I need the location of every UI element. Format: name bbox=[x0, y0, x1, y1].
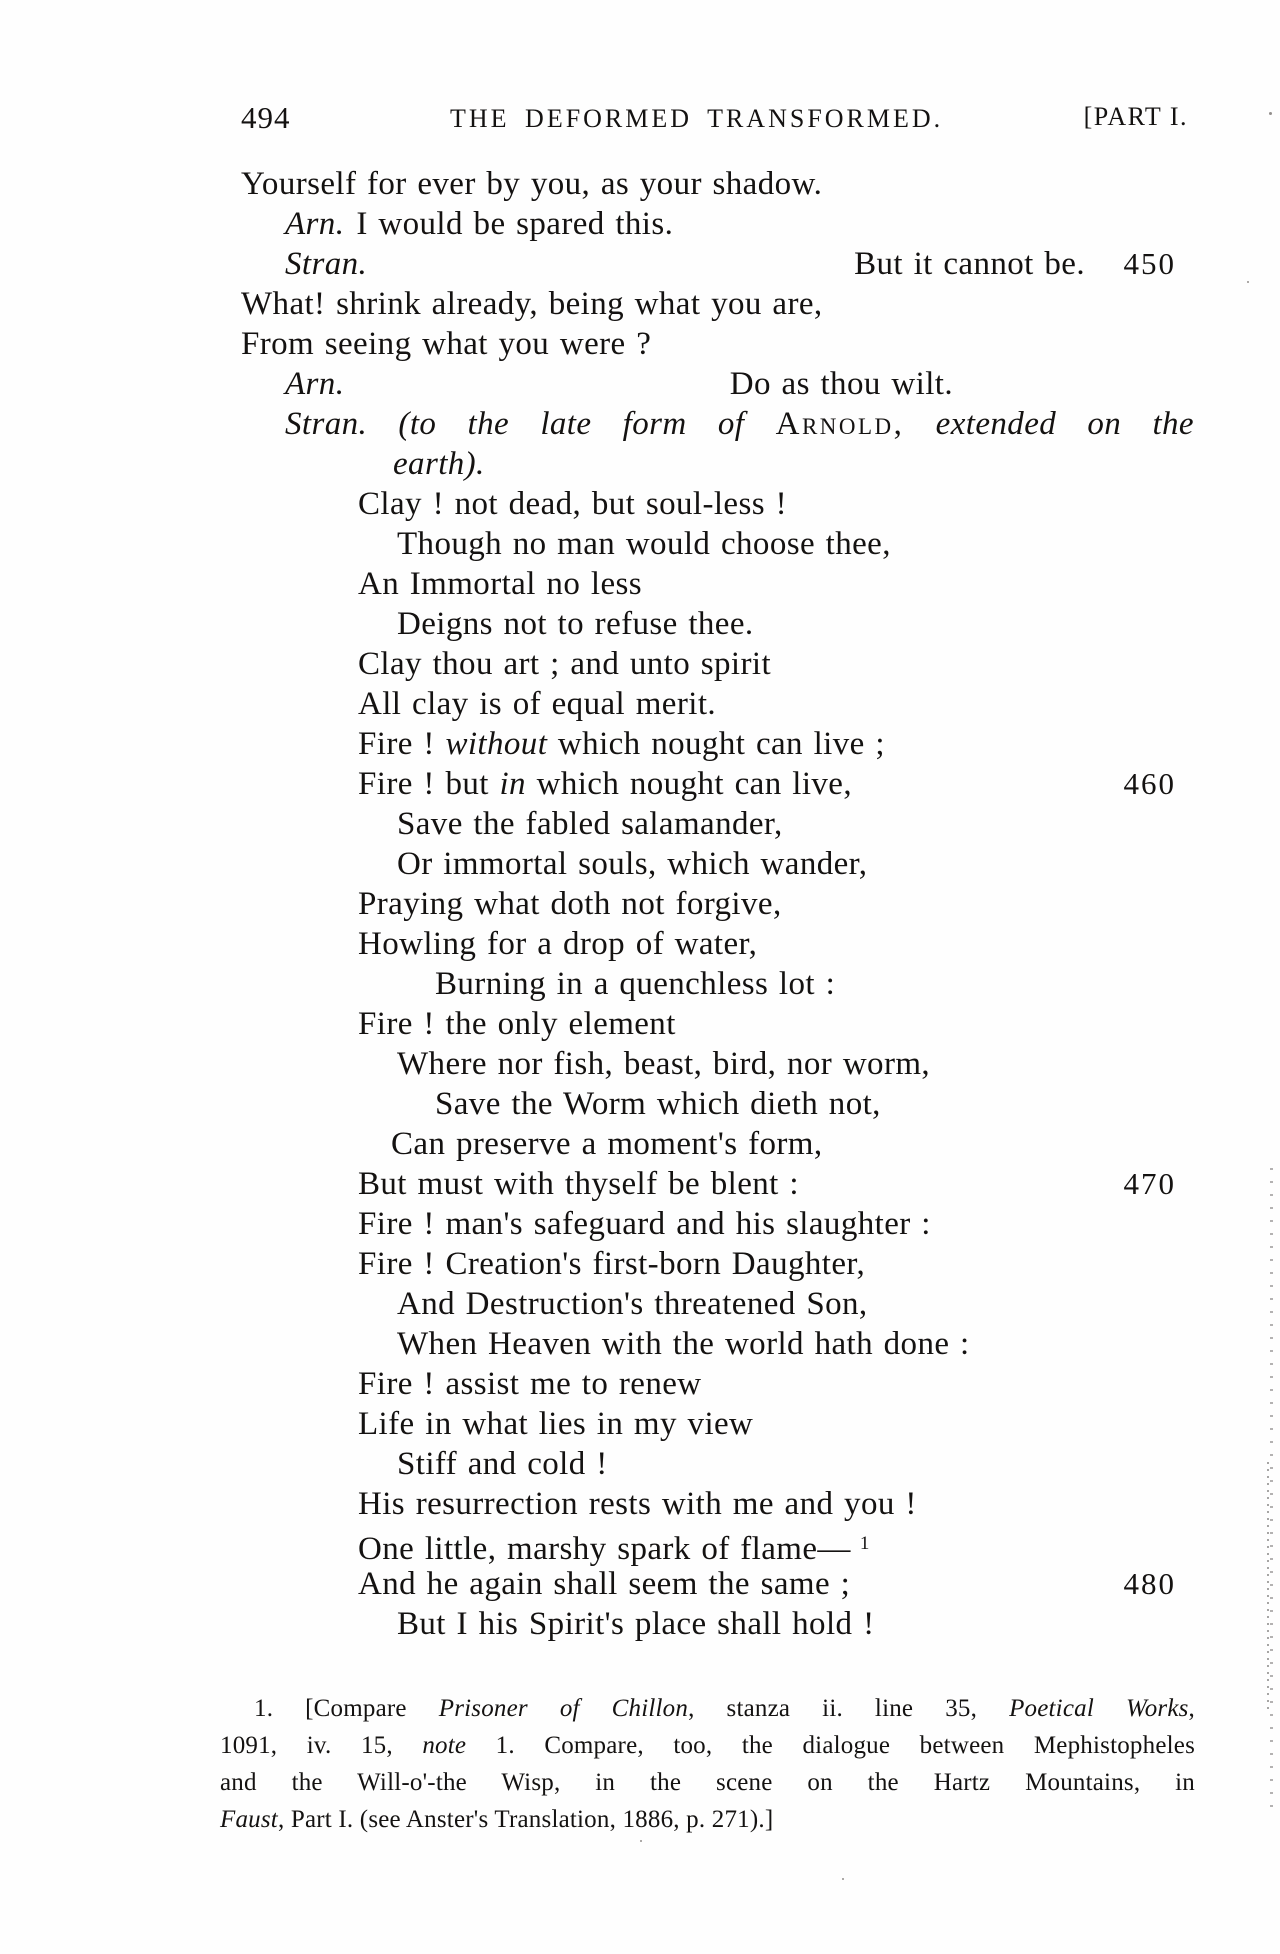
text-segment: without bbox=[445, 726, 548, 762]
scan-artifact-dots bbox=[1267, 1462, 1269, 1712]
text-segment: And he again shall seem the same ; bbox=[358, 1566, 851, 1602]
dialogue-text: But it cannot be. bbox=[854, 246, 1085, 282]
text-segment: Save the Worm which dieth not, bbox=[435, 1086, 881, 1122]
poem-line bbox=[241, 204, 1194, 244]
text-segment: Clay thou art ; and unto spirit bbox=[358, 646, 772, 682]
text-segment: Deigns not to refuse thee. bbox=[397, 606, 754, 642]
text-segment: One little, marshy spark of flame— bbox=[358, 1531, 851, 1567]
text-segment: What! shrink already, being what you are, bbox=[241, 286, 823, 322]
scan-speck bbox=[1247, 281, 1249, 283]
text-segment: Stiff and cold ! bbox=[397, 1446, 608, 1482]
verse-line-number: 460 bbox=[1123, 766, 1176, 801]
poem-line bbox=[241, 764, 1194, 804]
text-segment: in bbox=[499, 766, 526, 802]
footnote-line bbox=[220, 1801, 1195, 1838]
text-segment: Prisoner of Chillon bbox=[438, 1695, 689, 1722]
poem-line bbox=[241, 924, 1194, 964]
text-segment: Poetical Works bbox=[1009, 1695, 1189, 1722]
verse-line-number: 480 bbox=[1123, 1566, 1176, 1601]
text-segment: Save the fabled salamander, bbox=[397, 806, 783, 842]
verse-line-number: 470 bbox=[1123, 1166, 1176, 1201]
text-segment: Fire ! man's safeguard and his slaughter : bbox=[358, 1206, 931, 1242]
poem-line bbox=[241, 284, 1194, 324]
text-segment: note bbox=[422, 1732, 467, 1759]
poem-line bbox=[241, 1124, 1194, 1164]
text-segment: Yourself for ever by you, as your shadow. bbox=[241, 166, 823, 202]
poem-line bbox=[241, 324, 1194, 364]
poem-line bbox=[241, 844, 1194, 884]
scan-artifact-dots bbox=[1270, 1168, 1273, 1816]
part-label: [PART I. bbox=[1083, 102, 1188, 131]
text-segment: When Heaven with the world hath done : bbox=[397, 1326, 970, 1362]
text-segment: And Destruction's threatened Son, bbox=[397, 1286, 868, 1322]
poem-line bbox=[241, 964, 1194, 1004]
text-segment: Fire ! but bbox=[358, 766, 500, 802]
poem-line bbox=[241, 1604, 1194, 1644]
text-segment: Life in what lies in my view bbox=[358, 1406, 754, 1442]
text-segment: Fire ! the only element bbox=[358, 1006, 676, 1042]
poem-line bbox=[241, 1404, 1194, 1444]
poem-line bbox=[241, 244, 1194, 284]
poem-line bbox=[241, 484, 1194, 524]
text-segment: But must with thyself be blent : bbox=[358, 1166, 799, 1202]
text-segment: Fire ! Creation's first-born Daughter, bbox=[358, 1246, 866, 1282]
poem-line bbox=[241, 1444, 1194, 1484]
scan-speck bbox=[842, 1878, 844, 1880]
text-segment: Praying what doth not forgive, bbox=[358, 886, 782, 922]
poem-line bbox=[241, 1164, 1194, 1204]
text-segment: Stran. bbox=[285, 246, 368, 282]
poem-line bbox=[241, 724, 1194, 764]
text-segment: Or immortal souls, which wander, bbox=[397, 846, 868, 882]
text-segment: Arn. bbox=[285, 366, 345, 402]
text-segment: 1. Compare, too, the dialogue between Mephistopheles bbox=[466, 1732, 1195, 1759]
verse-line-number: 450 bbox=[1123, 246, 1176, 281]
poem-line bbox=[241, 164, 1194, 204]
text-segment: But I his Spirit's place shall hold ! bbox=[397, 1606, 875, 1642]
text-segment: Arnold, bbox=[775, 406, 905, 442]
text-segment: An Immortal no less bbox=[358, 566, 642, 602]
text-segment: All clay is of equal merit. bbox=[358, 686, 717, 722]
poem-line bbox=[241, 404, 1194, 444]
text-segment: Stran. bbox=[285, 406, 368, 442]
footnote bbox=[220, 1690, 1195, 1838]
text-segment: Clay ! not dead, but soul-less ! bbox=[358, 486, 787, 522]
scan-speck bbox=[1269, 112, 1272, 115]
poem-line bbox=[241, 604, 1194, 644]
poem-text bbox=[241, 164, 1194, 1644]
scan-speck bbox=[640, 1840, 642, 1842]
footnote-line bbox=[220, 1727, 1195, 1764]
text-segment: Howling for a drop of water, bbox=[358, 926, 758, 962]
poem-line bbox=[241, 1204, 1194, 1244]
text-segment: Fire ! assist me to renew bbox=[358, 1366, 702, 1402]
running-title: THE DEFORMED TRANSFORMED. bbox=[450, 104, 944, 133]
poem-line bbox=[241, 364, 1194, 404]
text-segment: (to the late form of bbox=[367, 406, 776, 442]
text-segment: , bbox=[1188, 1695, 1195, 1722]
poem-line bbox=[241, 804, 1194, 844]
poem-line bbox=[241, 884, 1194, 924]
poem-line bbox=[241, 444, 1194, 484]
text-segment: which nought can live ; bbox=[547, 726, 885, 762]
text-segment: 1091, iv. 15, bbox=[220, 1732, 423, 1759]
text-segment: extended on the bbox=[904, 406, 1194, 442]
poem-line bbox=[241, 1324, 1194, 1364]
text-segment: which nought can live, bbox=[525, 766, 852, 802]
poem-line bbox=[241, 524, 1194, 564]
text-segment: His resurrection rests with me and you ! bbox=[358, 1486, 917, 1522]
poem-line bbox=[241, 1364, 1194, 1404]
dialogue-text: Do as thou wilt. bbox=[729, 366, 953, 402]
text-segment: Burning in a quenchless lot : bbox=[435, 966, 836, 1002]
footnote-line bbox=[220, 1764, 1195, 1801]
text-segment: Where nor fish, beast, bird, nor worm, bbox=[397, 1046, 931, 1082]
text-segment: Though no man would choose thee, bbox=[397, 526, 891, 562]
text-segment: Fire ! bbox=[358, 726, 446, 762]
poem-line bbox=[241, 564, 1194, 604]
text-segment: Arn. bbox=[285, 206, 345, 242]
text-segment: 1. [Compare bbox=[254, 1695, 439, 1722]
poem-line bbox=[241, 1484, 1194, 1524]
text-segment: 1 bbox=[859, 1533, 870, 1554]
text-segment: and the Will-o'-the Wisp, in the scene on the Hartz Mountains, in bbox=[220, 1769, 1195, 1796]
text-segment: , Part I. (see Anster's Translation, 1886, p. 271).] bbox=[277, 1806, 774, 1833]
poem-line bbox=[241, 1564, 1194, 1604]
poem-line bbox=[241, 1004, 1194, 1044]
text-segment: , stanza ii. line 35, bbox=[688, 1695, 1010, 1722]
text-segment: From seeing what you were ? bbox=[241, 326, 652, 362]
text-segment: earth). bbox=[393, 446, 485, 482]
text-segment: Can preserve a moment's form, bbox=[391, 1126, 823, 1162]
poem-line bbox=[241, 644, 1194, 684]
text-segment: I would be spared this. bbox=[356, 206, 674, 242]
page-number: 494 bbox=[241, 100, 291, 135]
poem-line bbox=[241, 1044, 1194, 1084]
poem-line bbox=[241, 684, 1194, 724]
poem-line bbox=[241, 1084, 1194, 1124]
footnote-line bbox=[220, 1690, 1195, 1727]
poem-line bbox=[241, 1244, 1194, 1284]
poem-line bbox=[241, 1524, 1194, 1567]
poem-line bbox=[241, 1284, 1194, 1324]
text-segment: Faust bbox=[220, 1806, 278, 1833]
